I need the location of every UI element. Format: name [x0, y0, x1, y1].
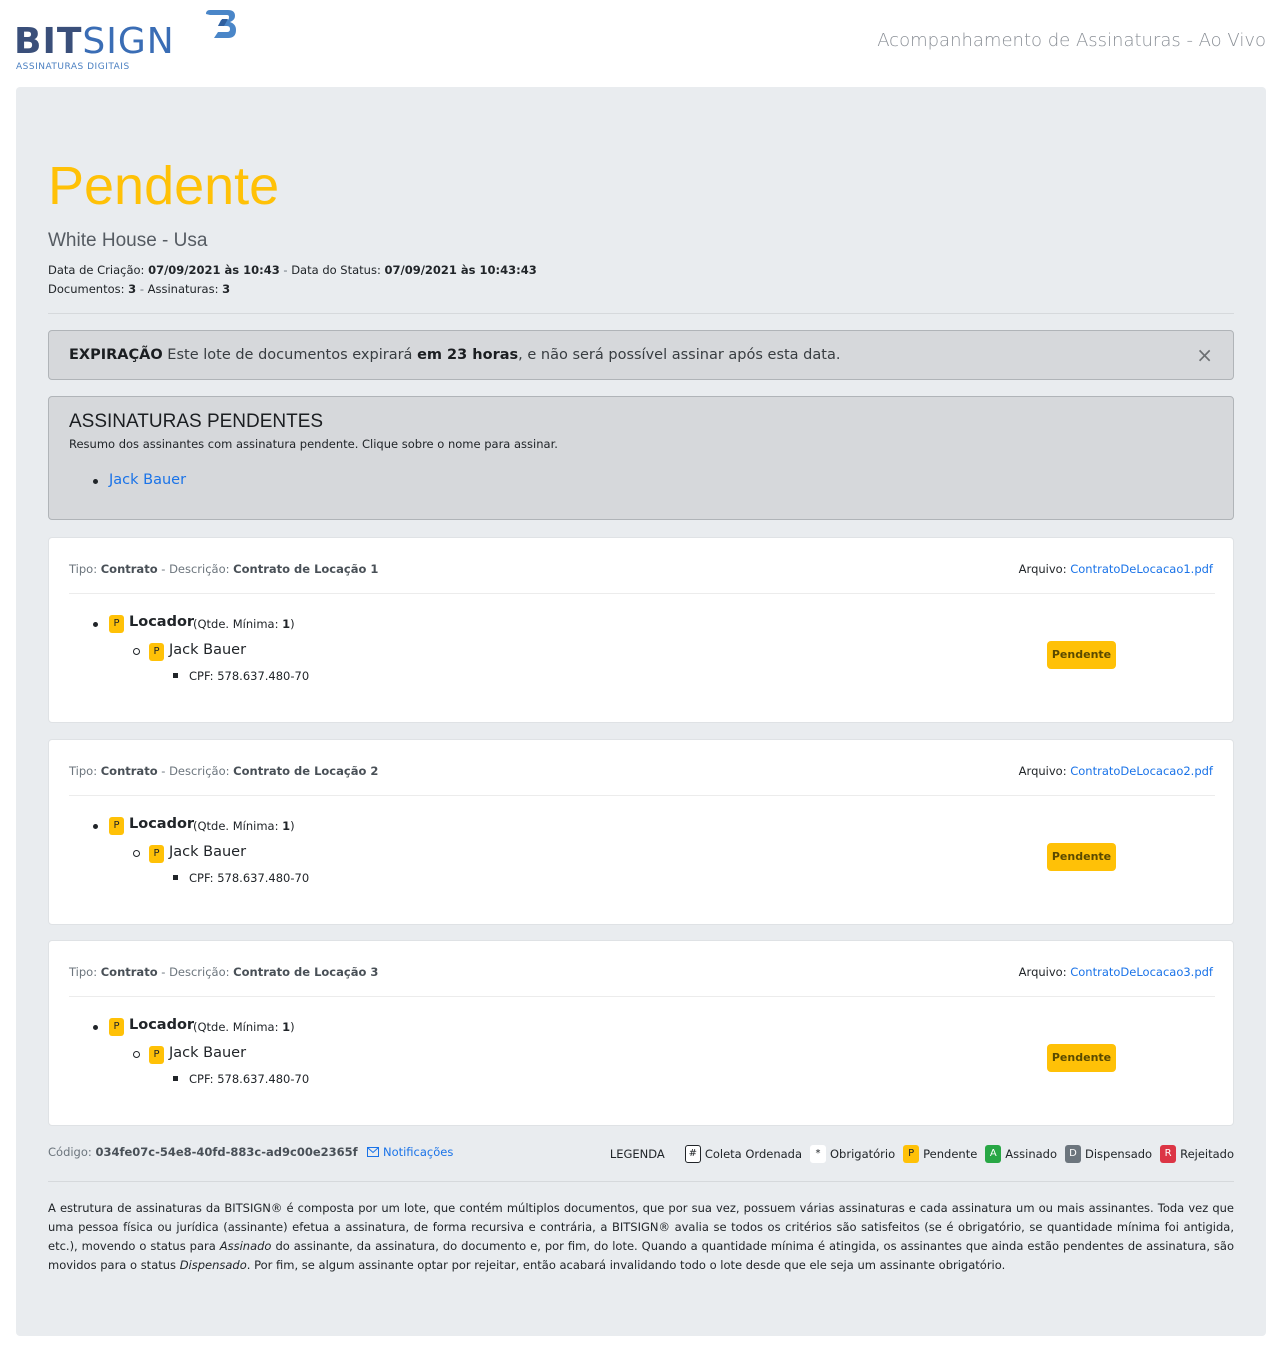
code-label: Código:: [48, 1145, 92, 1159]
type-value: Contrato: [100, 764, 158, 778]
bullet: [93, 824, 98, 829]
pending-signer-link[interactable]: Jack Bauer: [109, 472, 187, 488]
status-badge: Pendente: [1047, 843, 1116, 871]
role-name: Locador: [129, 614, 195, 630]
separator: -: [161, 562, 166, 576]
bullet: [133, 648, 140, 655]
legend-required-label: Obrigatório: [830, 1147, 896, 1161]
envelope-icon: [367, 1147, 379, 1157]
signatures-label: Assinaturas:: [147, 282, 219, 296]
legend-signed-badge: A: [985, 1145, 1001, 1163]
top-bar: [0, 0, 1282, 86]
pending-subtitle: Resumo dos assinantes com assinatura pendente. Clique sobre o nome para assinar.: [69, 437, 558, 451]
file-label: Arquivo:: [1018, 764, 1067, 778]
description-label: Descrição:: [169, 764, 230, 778]
type-value: Contrato: [100, 965, 158, 979]
legend-pending-label: Pendente: [923, 1147, 978, 1161]
legend-required-badge: *: [810, 1145, 826, 1163]
pending-badge: P: [149, 1046, 164, 1064]
lot-dates: [48, 263, 537, 277]
alert-strong: EXPIRAÇÃO: [69, 347, 163, 363]
bullet: [93, 479, 98, 484]
pending-badge: P: [109, 817, 124, 835]
type-value: Contrato: [100, 562, 158, 576]
divider: [48, 1181, 1234, 1182]
legend-ordered-label: Coleta Ordenada: [704, 1147, 802, 1161]
bullet: [173, 673, 178, 678]
explanatory-note: A estrutura de assinaturas da BITSIGN® é composta por um lote, que contém múltiplos documentos, que por sua vez, possuem várias assinaturas e cada assinatura um ou mais assinantes. Toda vez que uma pessoa física ou jurídica (assinante) efetua a assinatura, de forma recursiva e contrária, a BITSIGN® avalia se todos os critérios são satisfeitos (se é obrigatório, se quantidade mínima foi antigida, etc.), movendo o status para Assinado do assinante, da assinatura, do documento e, por fim, do lote. Quando a quantidade mínima é atingida, os assinantes que ainda estão pendentes de assinatura, são movidos para o status Dispensado. Por fim, se algum assinante optar por rejeitar, então acabará invalidando todo o lote desde que ele seja um assinante obrigatório.: [48, 1201, 1235, 1272]
min-quantity: (Qtde. Mínima: 1): [193, 819, 295, 833]
legend-ordered-badge: #: [685, 1145, 701, 1163]
signatures-count: 3: [222, 282, 231, 296]
document-header: [69, 764, 378, 778]
cpf-text: CPF: 578.637.480-70: [189, 669, 310, 683]
documents-count: 3: [128, 282, 137, 296]
bullet: [133, 1051, 140, 1058]
code-value: 034fe07c-54e8-40fd-883c-ad9c00e2365f: [95, 1145, 358, 1159]
created-label: Data de Criação:: [48, 263, 145, 277]
bullet: [133, 850, 140, 857]
min-quantity: (Qtde. Mínima: 1): [193, 617, 295, 631]
description-value: Contrato de Locação 1: [233, 562, 379, 576]
status-date-label: Data do Status:: [291, 263, 381, 277]
bullet: [93, 1025, 98, 1030]
legend-dismissed-badge: D: [1065, 1145, 1081, 1163]
type-label: Tipo:: [69, 562, 98, 576]
document-header: [69, 965, 378, 979]
lot-counts: [48, 282, 230, 296]
created-value: 07/09/2021 às 10:43: [148, 263, 280, 277]
pending-badge: P: [149, 643, 164, 661]
alert-message: [69, 347, 840, 363]
lot-status-title: Pendente: [48, 156, 280, 216]
separator: -: [161, 764, 166, 778]
logo-wordmark: BITSIGN: [14, 21, 175, 62]
separator: -: [139, 282, 144, 296]
divider: [69, 795, 1215, 796]
role-name: Locador: [129, 1017, 195, 1033]
alert-text-before: Este lote de documentos expirará: [167, 347, 413, 363]
lot-code: [48, 1145, 453, 1159]
main-panel: [16, 87, 1266, 1336]
signer-name: Jack Bauer: [169, 844, 247, 860]
pending-badge: P: [109, 1018, 124, 1036]
cpf-text: CPF: 578.637.480-70: [189, 871, 310, 885]
pending-title: ASSINATURAS PENDENTES: [69, 411, 324, 432]
description-value: Contrato de Locação 2: [233, 764, 379, 778]
description-value: Contrato de Locação 3: [233, 965, 379, 979]
separator: -: [283, 263, 288, 277]
signer-name: Jack Bauer: [169, 642, 247, 658]
legend: [610, 1145, 1234, 1163]
legend-rejected-badge: R: [1160, 1145, 1176, 1163]
pending-badge: P: [109, 615, 124, 633]
type-label: Tipo:: [69, 764, 98, 778]
divider: [69, 593, 1215, 594]
bullet: [173, 875, 178, 880]
file-link[interactable]: ContratoDeLocacao1.pdf: [1070, 562, 1213, 576]
notifications-link[interactable]: Notificações: [367, 1145, 453, 1159]
status-badge: Pendente: [1047, 641, 1116, 669]
bullet: [173, 1076, 178, 1081]
lot-name: White House - Usa: [48, 230, 208, 251]
status-date-value: 07/09/2021 às 10:43:43: [384, 263, 537, 277]
alert-text-after: , e não será possível assinar após esta data.: [518, 347, 841, 363]
expiration-alert: [48, 330, 1234, 380]
legend-title: LEGENDA: [609, 1147, 665, 1161]
signer-name: Jack Bauer: [169, 1045, 247, 1061]
separator: -: [161, 965, 166, 979]
document-card: [48, 940, 1234, 1126]
cpf-text: CPF: 578.637.480-70: [189, 1072, 310, 1086]
pending-badge: P: [149, 845, 164, 863]
alert-deadline: em 23 horas: [417, 347, 519, 363]
document-header: [69, 562, 378, 576]
file-label: Arquivo:: [1018, 965, 1067, 979]
bitsign-logo[interactable]: [14, 8, 244, 74]
file-label: Arquivo:: [1018, 562, 1067, 576]
page-header-title: Acompanhamento de Assinaturas - Ao Vivo: [877, 30, 1266, 51]
divider: [69, 996, 1215, 997]
legend-signed-label: Assinado: [1005, 1147, 1057, 1161]
close-icon[interactable]: ×: [1196, 343, 1213, 367]
min-quantity: (Qtde. Mínima: 1): [193, 1020, 295, 1034]
legend-pending-badge: P: [903, 1145, 919, 1163]
divider: [48, 313, 1234, 314]
file-link[interactable]: ContratoDeLocacao3.pdf: [1070, 965, 1213, 979]
role-name: Locador: [129, 816, 195, 832]
document-card: [48, 537, 1234, 723]
type-label: Tipo:: [69, 965, 98, 979]
document-file: [1019, 965, 1213, 979]
legend-rejected-label: Rejeitado: [1180, 1147, 1234, 1161]
description-label: Descrição:: [169, 965, 230, 979]
status-badge: Pendente: [1047, 1044, 1116, 1072]
pending-signatures-box: [48, 396, 1234, 520]
document-file: [1019, 764, 1213, 778]
bullet: [93, 622, 98, 627]
file-link[interactable]: ContratoDeLocacao2.pdf: [1070, 764, 1213, 778]
description-label: Descrição:: [169, 562, 230, 576]
logo-tagline: ASSINATURAS DIGITAIS: [16, 62, 130, 72]
documents-label: Documentos:: [48, 282, 125, 296]
legend-dismissed-label: Dispensado: [1085, 1147, 1153, 1161]
logo-mark-icon: [202, 8, 238, 40]
document-card: [48, 739, 1234, 925]
document-file: [1019, 562, 1213, 576]
